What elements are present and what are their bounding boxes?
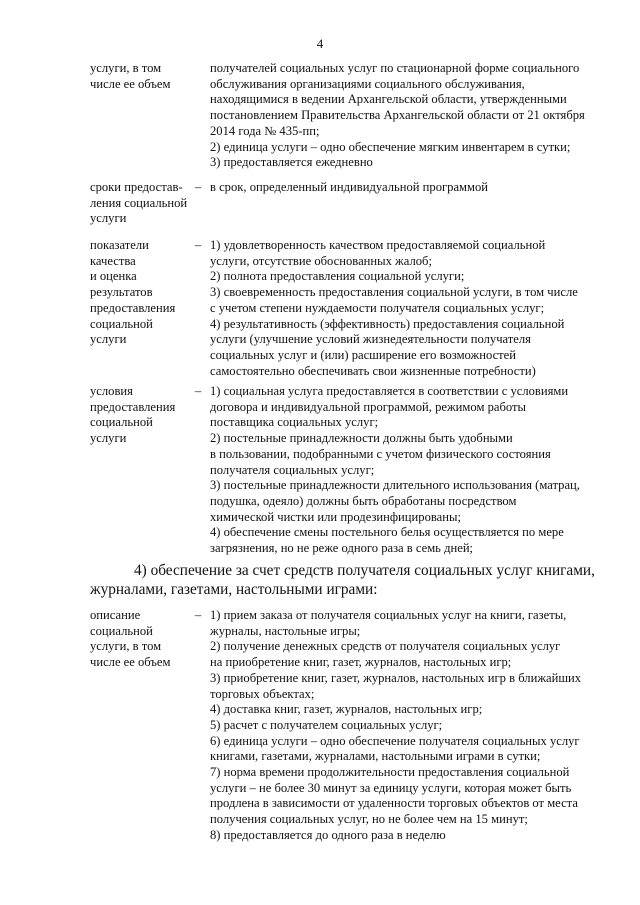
row-dash: –: [194, 238, 202, 252]
content-line: 6) единица услуги – одно обеспечение получателя социальных услуг: [210, 733, 580, 748]
row-label: [90, 238, 190, 348]
content-line: социальных услуг и (или) расширение его возможностей: [210, 347, 516, 362]
label-line: предоставления: [90, 399, 176, 414]
label-line: услуги: [90, 211, 127, 226]
label-line: условия: [90, 384, 133, 398]
content-line: 4) доставка книг, газет, журналов, настольных игр;: [210, 702, 483, 717]
content-line: обслуживания организациями социального обслуживания,: [210, 76, 525, 91]
row-content: [210, 180, 585, 196]
row-dash: –: [194, 180, 202, 194]
section-heading: [90, 561, 595, 599]
content-line: получателей социальных услуг по стационарной форме социального: [210, 61, 580, 75]
label-line: сроки предостав-: [90, 180, 183, 194]
content-line: в срок, определенный индивидуальной программой: [210, 180, 489, 194]
row-content: [210, 238, 585, 379]
content-line: 3) приобретение книг, газет, журналов, настольных игр в ближайших: [210, 670, 582, 685]
row-content: [210, 61, 585, 171]
label-line: описание: [90, 608, 141, 622]
label-line: качества: [90, 253, 136, 268]
content-line: 2) получение денежных средств от получателя социальных услуг: [210, 639, 561, 654]
row-dash: –: [194, 608, 202, 622]
label-line: социальной: [90, 415, 153, 430]
content-line: договора и индивидуальной программой, режимом работы: [210, 399, 526, 414]
heading-line: 4) обеспечение за счет средств получателя социальных услуг книгами,: [134, 562, 595, 579]
row-content: [210, 608, 585, 844]
content-line: 3) предоставляется ежедневно: [210, 155, 373, 170]
content-line: журналы, настольные игры;: [210, 623, 361, 638]
page-number: 4: [316, 36, 324, 51]
content-line: услуги – не более 30 минут за единицу услуги, которая может быть: [210, 780, 572, 795]
content-line: продлена в зависимости от удаленности торговых объектов от места: [210, 796, 578, 811]
content-line: 4) результативность (эффективность) предоставления социальной: [210, 316, 565, 331]
content-line: 2) постельные принадлежности должны быть удобными: [210, 431, 513, 446]
label-line: услуги, в том: [90, 639, 162, 654]
label-line: ления социальной: [90, 195, 188, 210]
row-label: [90, 180, 190, 227]
content-line: с учетом степени нуждаемости получателя социальных услуг;: [210, 300, 545, 315]
row-label: [90, 384, 190, 447]
content-line: получения социальных услуг, но не более чем на 15 минут;: [210, 812, 528, 827]
content-line: 3) постельные принадлежности длительного использования (матрац,: [210, 478, 580, 493]
label-line: и оценка: [90, 269, 137, 284]
label-line: услуги: [90, 431, 127, 446]
content-line: 1) прием заказа от получателя социальных услуг на книги, газеты,: [210, 608, 567, 622]
label-line: результатов: [90, 285, 153, 300]
content-line: 1) социальная услуга предоставляется в соответствии с условиями: [210, 384, 569, 398]
label-line: социальной: [90, 623, 153, 638]
label-line: услуги, в том: [90, 61, 162, 75]
content-line: услуги, отсутствие обоснованных жалоб;: [210, 253, 432, 268]
label-line: числе ее объем: [90, 76, 171, 91]
content-line: находящимися в ведении Архангельской области, утвержденными: [210, 92, 567, 107]
content-line: химической чистки или продезинфицированы;: [210, 509, 461, 524]
label-line: предоставления: [90, 300, 176, 315]
content-line: книгами, газетами, журналами, настольными играми в сутки;: [210, 749, 541, 764]
content-line: на приобретение книг, газет, журналов, настольных игр;: [210, 655, 512, 670]
row-label: [90, 608, 190, 671]
label-line: услуги: [90, 332, 127, 347]
content-line: 8) предоставляется до одного раза в неделю: [210, 827, 446, 842]
row-label: [90, 61, 190, 92]
row-content: [210, 384, 585, 557]
label-line: показатели: [90, 238, 149, 252]
content-line: 3) своевременность предоставления социальной услуги, в том числе: [210, 285, 578, 300]
content-line: 2) полнота предоставления социальной услуги;: [210, 269, 465, 284]
content-line: 2) единица услуги – одно обеспечение мягким инвентарем в сутки;: [210, 139, 571, 154]
content-line: получателя социальных услуг;: [210, 462, 375, 477]
content-line: поставщика социальных услуг;: [210, 415, 379, 430]
content-line: загрязнения, но не реже одного раза в семь дней;: [210, 541, 474, 556]
heading-line: журналами, газетами, настольными играми:: [90, 581, 378, 598]
content-line: 7) норма времени продолжительности предоставления социальной: [210, 765, 570, 780]
content-line: услуги (улучшение условий жизнедеятельности получателя: [210, 332, 531, 347]
content-line: постановлением Правительства Архангельской области от 21 октября: [210, 108, 585, 123]
row-dash: –: [194, 384, 202, 398]
content-line: 4) обеспечение смены постельного белья осуществляется по мере: [210, 525, 564, 540]
content-line: в пользовании, подобранными с учетом физического состояния: [210, 446, 551, 461]
content-line: самостоятельно обеспечивать свои жизненные потребности): [210, 363, 536, 378]
content-line: 2014 года № 435-пп;: [210, 123, 320, 138]
content-line: подушка, одеяло) должны быть обработаны посредством: [210, 493, 517, 508]
label-line: числе ее объем: [90, 655, 171, 670]
label-line: социальной: [90, 316, 153, 331]
content-line: 1) удовлетворенность качеством предоставляемой социальной: [210, 238, 546, 252]
content-line: 5) расчет с получателем социальных услуг;: [210, 717, 443, 732]
content-line: торговых объектах;: [210, 686, 315, 701]
